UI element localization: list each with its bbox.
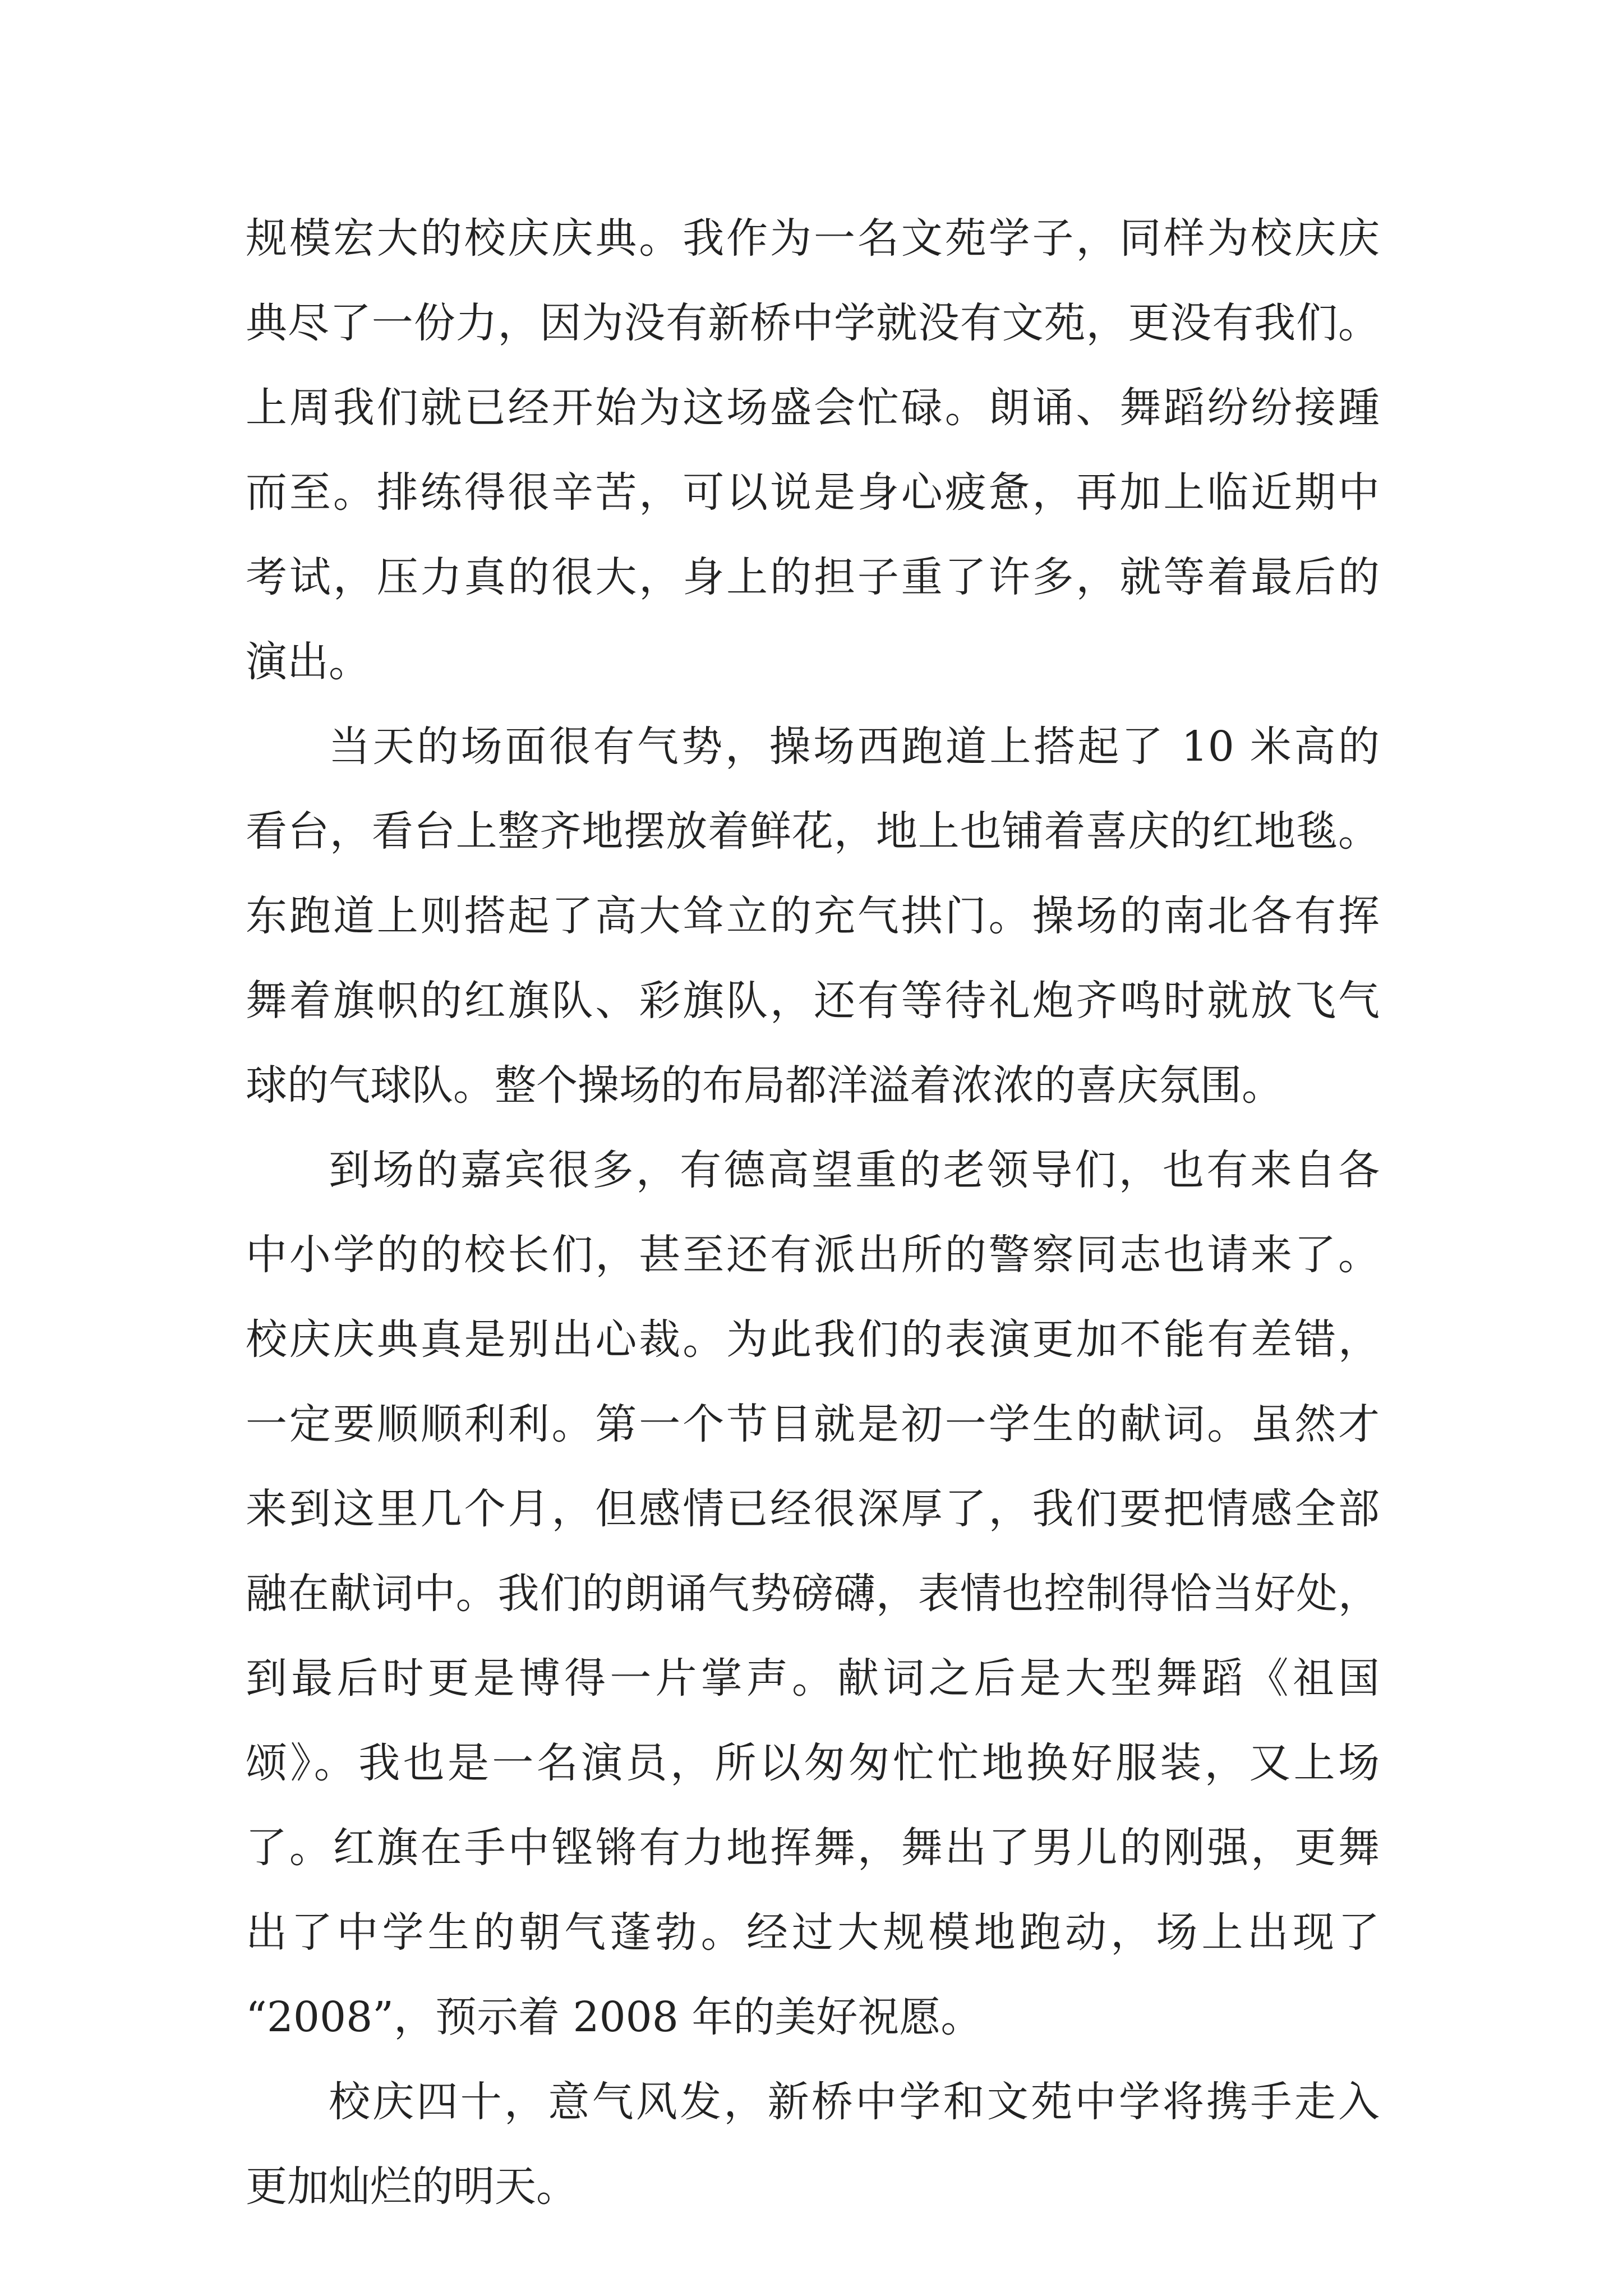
text-line: 规模宏大的校庆庆典。我作为一名文苑学子，同样为校庆庆 bbox=[246, 214, 1380, 263]
text-line: 当天的场面很有气势，操场西跑道上搭起了 10 米高的 bbox=[329, 723, 1380, 771]
text-line: 考试，压力真的很大，身上的担子重了许多，就等着最后的 bbox=[246, 553, 1380, 601]
text-line: 球的气球队。整个操场的布局都洋溢着浓浓的喜庆氛围。 bbox=[246, 1061, 1283, 1110]
text-line: 到场的嘉宾很多，有德高望重的老领导们，也有来自各 bbox=[329, 1146, 1380, 1194]
text-line: 了。红旗在手中铿锵有力地挥舞，舞出了男儿的刚强，更舞 bbox=[246, 1824, 1380, 1872]
text-line: 到最后时更是博得一片掌声。献词之后是大型舞蹈《祖国 bbox=[246, 1654, 1380, 1703]
text-line: 出了中学生的朝气蓬勃。经过大规模地跑动，场上出现了 bbox=[246, 1908, 1380, 1957]
text-line: 东跑道上则搭起了高大耸立的充气拱门。操场的南北各有挥 bbox=[246, 892, 1380, 940]
text-line: 颂》。我也是一名演员，所以匆匆忙忙地换好服装，又上场 bbox=[246, 1739, 1380, 1787]
paragraph-2 bbox=[246, 705, 1380, 1128]
article-body bbox=[246, 196, 1380, 2229]
text-line: 来到这里几个月，但感情已经很深厚了，我们要把情感全部 bbox=[246, 1485, 1380, 1533]
paragraph-3 bbox=[246, 1128, 1380, 2060]
text-line: 校庆庆典真是别出心裁。为此我们的表演更加不能有差错， bbox=[246, 1315, 1380, 1364]
text-line: 舞着旗帜的红旗队、彩旗队，还有等待礼炮齐鸣时就放飞气 bbox=[246, 977, 1380, 1025]
paragraph-1 bbox=[246, 196, 1380, 705]
text-line: 更加灿烂的明天。 bbox=[246, 2162, 578, 2211]
text-line: 演出。 bbox=[246, 638, 370, 686]
text-line: 校庆四十，意气风发，新桥中学和文苑中学将携手走入 bbox=[329, 2078, 1380, 2126]
text-line: 一定要顺顺利利。第一个节目就是初一学生的献词。虽然才 bbox=[246, 1400, 1380, 1448]
text-line: 融在献词中。我们的朗诵气势磅礴，表情也控制得恰当好处， bbox=[246, 1570, 1380, 1618]
text-line: 看台，看台上整齐地摆放着鲜花，地上也铺着喜庆的红地毯。 bbox=[246, 807, 1380, 855]
text-line: “2008”，预示着 2008 年的美好祝愿。 bbox=[246, 1993, 983, 2041]
text-line: 典尽了一份力，因为没有新桥中学就没有文苑，更没有我们。 bbox=[246, 299, 1380, 347]
paragraph-4 bbox=[246, 2060, 1380, 2229]
text-line: 而至。排练得很辛苦，可以说是身心疲惫，再加上临近期中 bbox=[246, 468, 1380, 517]
text-line: 上周我们就已经开始为这场盛会忙碌。朗诵、舞蹈纷纷接踵 bbox=[246, 384, 1380, 432]
text-line: 中小学的的校长们，甚至还有派出所的警察同志也请来了。 bbox=[246, 1231, 1380, 1279]
